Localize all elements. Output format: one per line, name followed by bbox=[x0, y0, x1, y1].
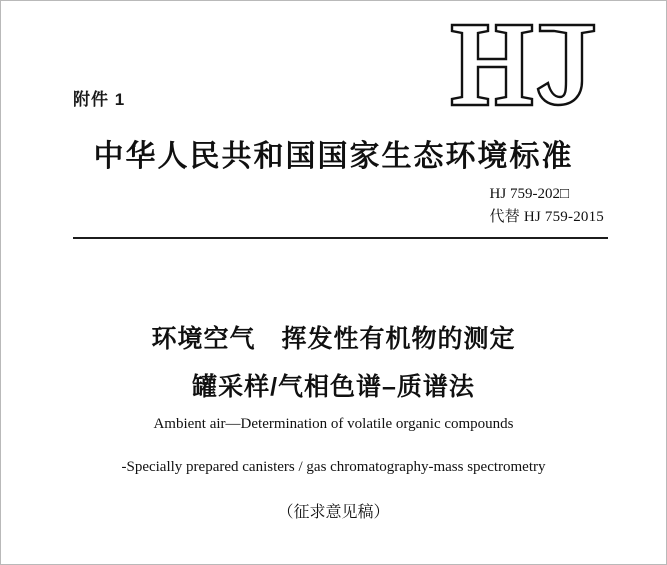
document-title-cn-line1: 环境空气 挥发性有机物的测定 bbox=[151, 325, 516, 353]
document-title-en-line1: Ambient air—Determination of volatile organic compounds bbox=[153, 416, 514, 432]
document-title-cn bbox=[1, 319, 666, 415]
attachment-label: 附件 1 bbox=[73, 90, 126, 109]
draft-status-note: （征求意见稿） bbox=[277, 504, 390, 521]
horizontal-rule bbox=[73, 237, 608, 239]
document-title-en bbox=[1, 416, 666, 502]
hj-logo-icon bbox=[444, 19, 604, 111]
standard-number: HJ 759-202□ bbox=[489, 186, 570, 202]
document-title-cn-line2: 罐采样/气相色谱–质谱法 bbox=[192, 373, 475, 401]
standard-number-block bbox=[490, 183, 604, 230]
document-title-en-line2: -Specially prepared canisters / gas chromatography-mass spectrometry bbox=[121, 459, 546, 475]
replaces-standard-number: 代替 HJ 759-2015 bbox=[489, 209, 604, 226]
standard-authority-title: 中华人民共和国国家生态环境标准 bbox=[93, 140, 574, 173]
